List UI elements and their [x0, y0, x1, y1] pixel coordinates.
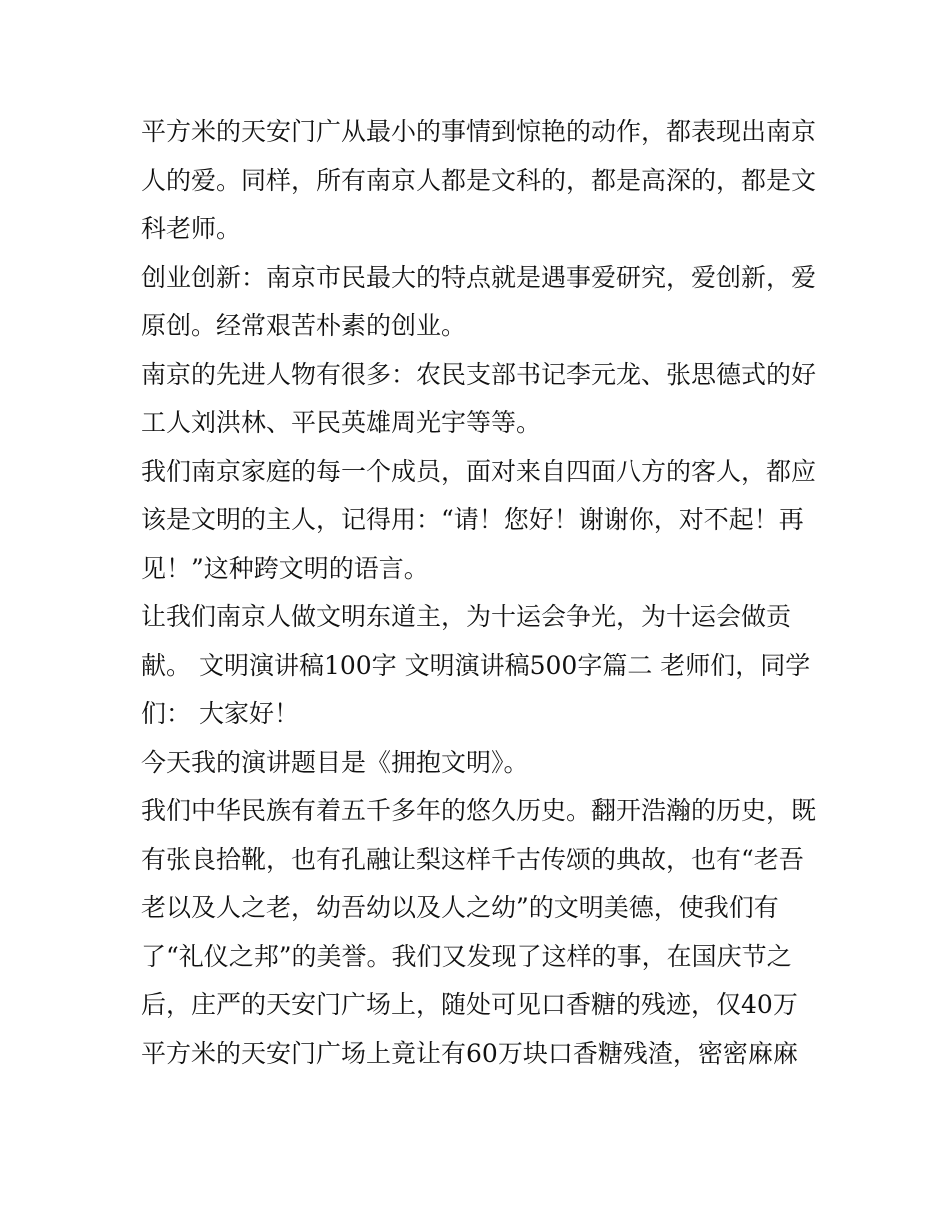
text-line: 今天我的演讲题目是《拥抱文明》。	[141, 747, 529, 777]
text-line: 老以及人之老，幼吾幼以及人之幼”的文明美德，使我们有	[141, 893, 779, 922]
text-line: 们： 大家好！	[141, 699, 299, 728]
text-line: 我们南京家庭的每一个成员，面对来自四面八方的客人，都应	[141, 456, 817, 486]
text-line: 平方米的天安门广从最小的事情到惊艳的动作，都表现出南京	[141, 117, 817, 146]
text-line: 了“礼仪之邦”的美誉。我们又发现了这样的事，在国庆节之	[141, 941, 792, 971]
text-line: 工人刘洪林、平民英雄周光宇等等。	[141, 408, 542, 437]
text-line: 人的爱。同样，所有南京人都是文科的，都是高深的，都是文	[141, 165, 817, 195]
text-line: 原创。经常艰苦朴素的创业。	[141, 311, 467, 340]
text-line: 该是文明的主人，记得用：“请！您好！谢谢你，对不起！再	[141, 505, 804, 534]
text-line: 让我们南京人做文明东道主，为十运会争光，为十运会做贡	[141, 602, 792, 631]
text-line: 后，庄严的天安门广场上，随处可见口香糖的残迹，仅40万	[141, 990, 798, 1019]
text-line: 献。 文明演讲稿100字 文明演讲稿500字篇二 老师们，同学	[141, 650, 811, 680]
body-text	[141, 108, 821, 1078]
text-line: 南京的先进人物有很多：农民支部书记李元龙、张思德式的好	[141, 359, 817, 389]
text-line: 我们中华民族有着五千多年的悠久历史。翻开浩瀚的历史，既	[141, 796, 817, 825]
text-line: 见！”这种跨文明的语言。	[141, 553, 429, 583]
text-line: 有张良拾靴，也有孔融让梨这样千古传颂的典故，也有“老吾	[141, 844, 804, 874]
text-line: 平方米的天安门广场上竟让有60万块口香糖残渣，密密麻麻	[141, 1038, 798, 1068]
text-line: 科老师。	[141, 214, 242, 243]
text-line: 创业创新：南京市民最大的特点就是遇事爱研究，爱创新，爱	[141, 262, 817, 292]
